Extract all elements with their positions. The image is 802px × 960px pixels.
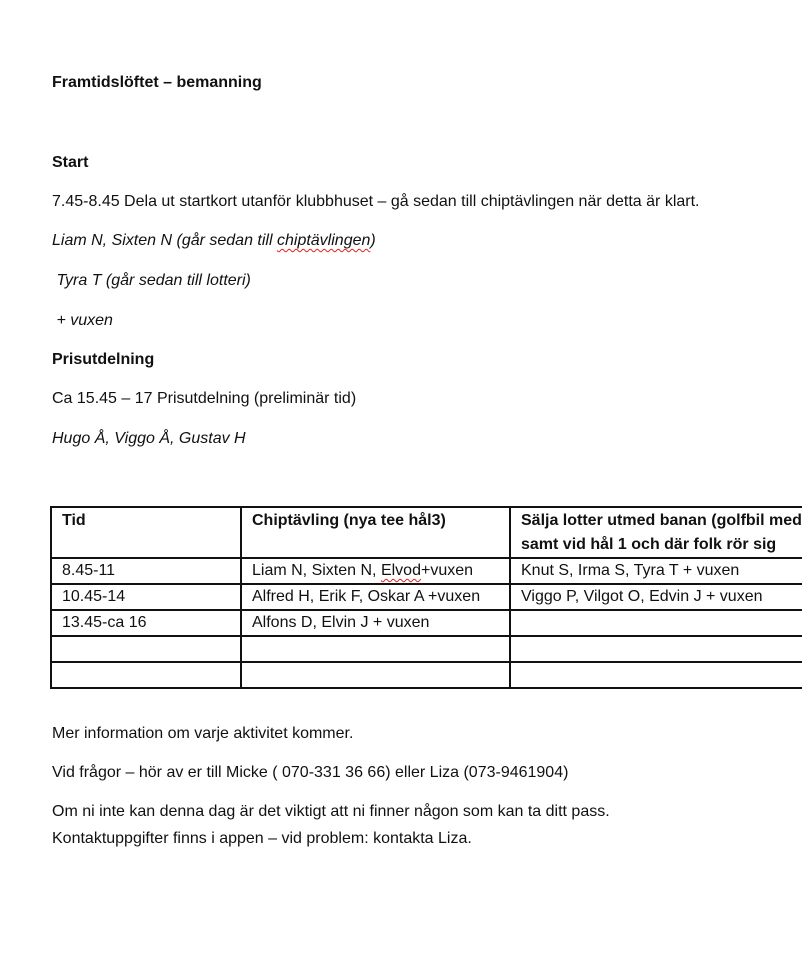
table-row <box>51 558 802 584</box>
prize-staff: Hugo Å, Viggo Å, Gustav H <box>52 430 246 447</box>
cell-chip: Alfred H, Erik F, Oskar A +vuxen <box>241 584 510 610</box>
start-staff-line-2: Tyra T (går sedan till lotteri) <box>52 272 251 289</box>
header-time: Tid <box>51 507 241 558</box>
table-row <box>51 610 802 636</box>
staffing-table <box>50 506 802 689</box>
start-staff-text: Liam N, Sixten N (går sedan till <box>52 232 277 249</box>
cell-chip <box>241 662 510 688</box>
cell-time: 8.45-11 <box>51 558 241 584</box>
more-info-text: Mer information om varje aktivitet kommer. <box>52 725 354 742</box>
cell-time: 10.45-14 <box>51 584 241 610</box>
table-row <box>51 636 802 662</box>
start-staff-suffix: ) <box>370 232 376 249</box>
cell-lottery <box>510 610 802 636</box>
cell-chip-suffix: +vuxen <box>420 562 474 579</box>
spellcheck-flagged-word[interactable]: chiptävlingen <box>276 232 371 249</box>
prize-description: Ca 15.45 – 17 Prisutdelning (preliminär tid) <box>52 390 357 407</box>
header-lottery-line-2: samt vid hål 1 och där folk rör sig <box>521 536 777 553</box>
cell-chip-text: Liam N, Sixten N, <box>252 562 381 579</box>
cell-time <box>51 662 241 688</box>
table-row <box>51 584 802 610</box>
cell-chip <box>241 558 510 584</box>
table-row <box>51 662 802 688</box>
cell-time <box>51 636 241 662</box>
header-lottery-line-1: Sälja lotter utmed banan (golfbil med <box>521 512 802 529</box>
cell-lottery: Viggo P, Vilgot O, Edvin J + vuxen <box>510 584 802 610</box>
start-staff-line-1 <box>52 231 376 251</box>
cell-lottery <box>510 662 802 688</box>
header-lottery <box>510 507 802 558</box>
table-header-row <box>51 507 802 558</box>
spellcheck-flagged-word[interactable]: Elvod <box>380 562 421 579</box>
start-heading: Start <box>52 154 89 171</box>
start-staff-line-3: + vuxen <box>52 312 113 329</box>
document-title: Framtidslöftet – bemanning <box>52 74 262 91</box>
prize-heading: Prisutdelning <box>52 351 155 368</box>
cell-time: 13.45-ca 16 <box>51 610 241 636</box>
start-description: 7.45-8.45 Dela ut startkort utanför klubbhuset – gå sedan till chiptävlingen när detta är klart. <box>52 193 700 210</box>
cell-lottery <box>510 636 802 662</box>
cell-chip: Alfons D, Elvin J + vuxen <box>241 610 510 636</box>
cannot-attend-text: Om ni inte kan denna dag är det viktigt att ni finner någon som kan ta ditt pass. <box>52 803 610 820</box>
cell-lottery: Knut S, Irma S, Tyra T + vuxen <box>510 558 802 584</box>
questions-contact-text: Vid frågor – hör av er till Micke ( 070-331 36 66) eller Liza (073-9461904) <box>52 764 569 781</box>
contact-info-text: Kontaktuppgifter finns i appen – vid problem: kontakta Liza. <box>52 830 472 847</box>
cell-chip <box>241 636 510 662</box>
header-chip-competition: Chiptävling (nya tee hål3) <box>241 507 510 558</box>
